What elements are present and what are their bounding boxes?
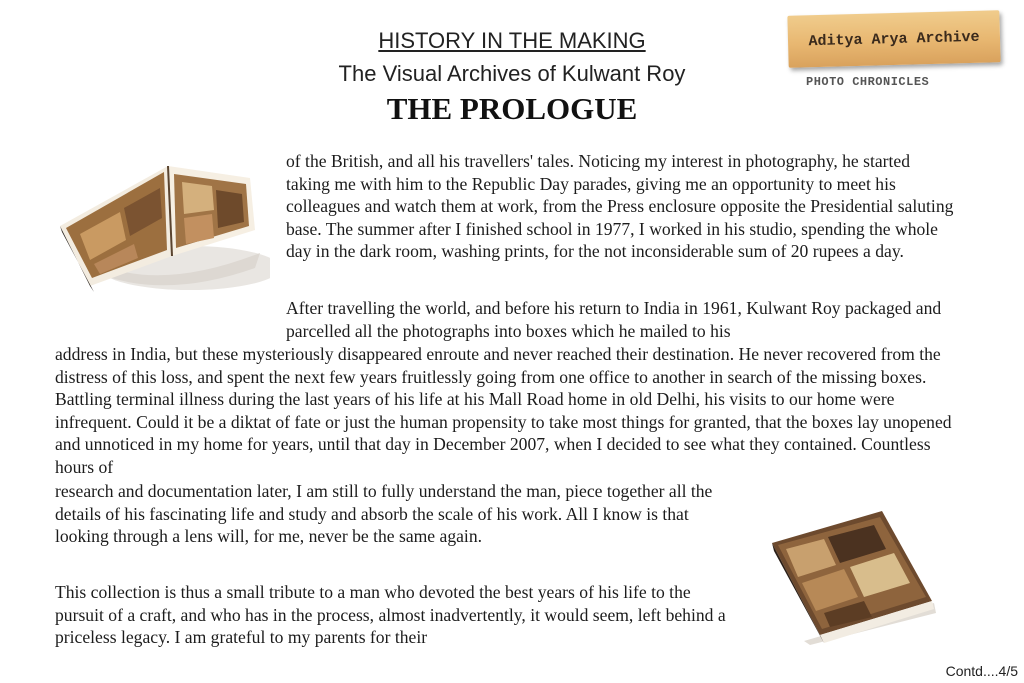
book-subtitle: The Visual Archives of Kulwant Roy [338, 61, 686, 86]
book-cover-image [764, 505, 939, 645]
body-paragraph-2-start: After travelling the world, and before his return to India in 1961, Kulwant Roy packaged and parcelled all the photographs into boxes which he mailed to his [286, 298, 942, 341]
series-title: HISTORY IN THE MAKING [378, 28, 646, 53]
chapter-heading: THE PROLOGUE [386, 91, 638, 126]
page-marker: Contd....4/5 [945, 663, 1018, 679]
body-paragraph-3: This collection is thus a small tribute to a man who devoted the best years of his life to the pursuit of a craft, and who has in the process, almost inadvertently, it would seem, left behind a priceless legacy. I am grateful to my parents for their [55, 582, 726, 648]
archive-logo-text: Aditya Arya Archive [808, 28, 980, 50]
archive-tagline: PHOTO CHRONICLES [806, 75, 930, 89]
body-paragraph-2-end: research and documentation later, I am still to fully understand the man, piece together all the details of his fascinating life and study and absorb the scale of his work. All I know is that looking through a lens will, for me, never be the same again. [55, 481, 713, 547]
body-paragraph-1: of the British, and all his travellers' tales. Noticing my interest in photography, he started taking me with him to the Republic Day parades, giving me an opportunity to meet his colleagues and watch them at work, from the Press enclosure opposite the Presidential saluting base. The summer after I finished school in 1977, I worked in his studio, spending the whole day in the dark room, washing prints, for the not inconsiderable sum of 20 rupees a day. [286, 151, 954, 262]
open-book-image [50, 148, 270, 298]
archive-logo [787, 10, 1000, 68]
body-paragraph-2-middle: address in India, but these mysteriously disappeared enroute and never reached their destination. He never recovered from the distress of this loss, and spent the next few years fruitlessly going from one office to another in search of the missing boxes. Battling terminal illness during the last years of his life at his Mall Road home in old Delhi, his visits to our home were infrequent. Could it be a diktat of fate or just the human propensity to take most things for granted, that the boxes lay unopened and unnoticed in my home for years, until that day in December 2007, when I decided to see what they contained. Countless hours of [55, 344, 952, 477]
